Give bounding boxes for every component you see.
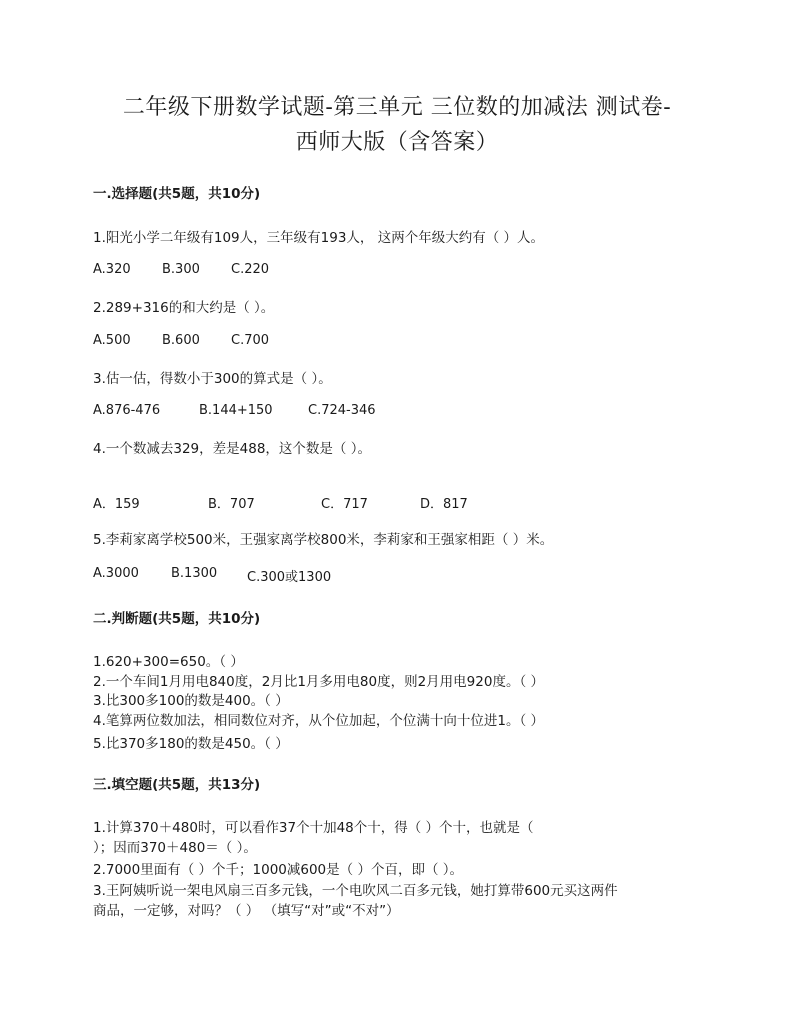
- judgement-item-4: 4.笔算两位数加法，相同数位对齐，从个位加起，个位满十向十位进1。（ ）: [93, 713, 545, 729]
- option-c: C.220: [231, 262, 270, 277]
- choice-question-1: 1.阳光小学二年级有109人，三年级有193人， 这两个年级大约有（ ）人。: [93, 230, 544, 246]
- fill-blank-line-4: 3.王阿姨听说一架电风扇三百多元钱，一个电吹风二百多元钱，她打算带600元买这两件: [93, 883, 618, 899]
- option-c: C.724-346: [308, 403, 376, 418]
- option-a: A.876-476: [93, 403, 161, 418]
- option-b: B.600: [162, 333, 200, 348]
- fill-blank-line-5: 商品，一定够，对吗？（ ） （填写“对”或“不对”）: [93, 903, 400, 919]
- choice-question-5: 5.李莉家离学校500米，王强家离学校800米，李莉家和王强家相距（ ）米。: [93, 532, 554, 548]
- judgement-item-3: 3.比300多100的数是400。（ ）: [93, 693, 289, 709]
- section-heading-choice: 一.选择题(共5题，共10分): [93, 186, 261, 202]
- choice-question-4: 4.一个数减去329，差是488，这个数是（ ）。: [93, 441, 371, 457]
- choice-question-2: 2.289+316的和大约是（ ）。: [93, 300, 275, 316]
- judgement-item-2: 2.一个车间1月用电840度，2月比1月多用电80度，则2月用电920度。（ ）: [93, 674, 544, 690]
- page-title-line-1: 二年级下册数学试题-第三单元 三位数的加减法 测试卷-: [122, 95, 672, 120]
- page-title-line-2: 西师大版（含答案）: [295, 130, 499, 155]
- judgement-item-1: 1.620+300=650。（ ）: [93, 654, 244, 670]
- choice-question-3: 3.估一估，得数小于300的算式是（ ）。: [93, 371, 332, 387]
- option-a: A.3000: [93, 566, 139, 581]
- option-b: B．707: [208, 497, 255, 512]
- option-b: B.300: [162, 262, 200, 277]
- section-heading-judgement: 二.判断题(共5题，共10分): [93, 611, 261, 627]
- option-b: B.144+150: [199, 403, 273, 418]
- fill-blank-line-1: 1.计算370＋480时，可以看作37个十加48个十，得（ ）个十，也就是（: [93, 820, 534, 836]
- option-a: A．159: [93, 497, 140, 512]
- option-a: A.500: [93, 333, 131, 348]
- section-heading-fill-blank: 三.填空题(共5题，共13分): [93, 777, 261, 793]
- judgement-item-5: 5.比370多180的数是450。（ ）: [93, 736, 289, 752]
- option-c: C.700: [231, 333, 270, 348]
- option-c: C．717: [321, 497, 368, 512]
- fill-blank-line-2: ）；因而370＋480＝（ ）。: [93, 840, 257, 856]
- option-a: A.320: [93, 262, 131, 277]
- option-b: B.1300: [171, 566, 218, 581]
- option-c: C.300或1300: [247, 570, 332, 585]
- fill-blank-line-3: 2.7000里面有（ ）个千；1000减600是（ ）个百，即（ ）。: [93, 862, 463, 878]
- option-d: D．817: [420, 497, 468, 512]
